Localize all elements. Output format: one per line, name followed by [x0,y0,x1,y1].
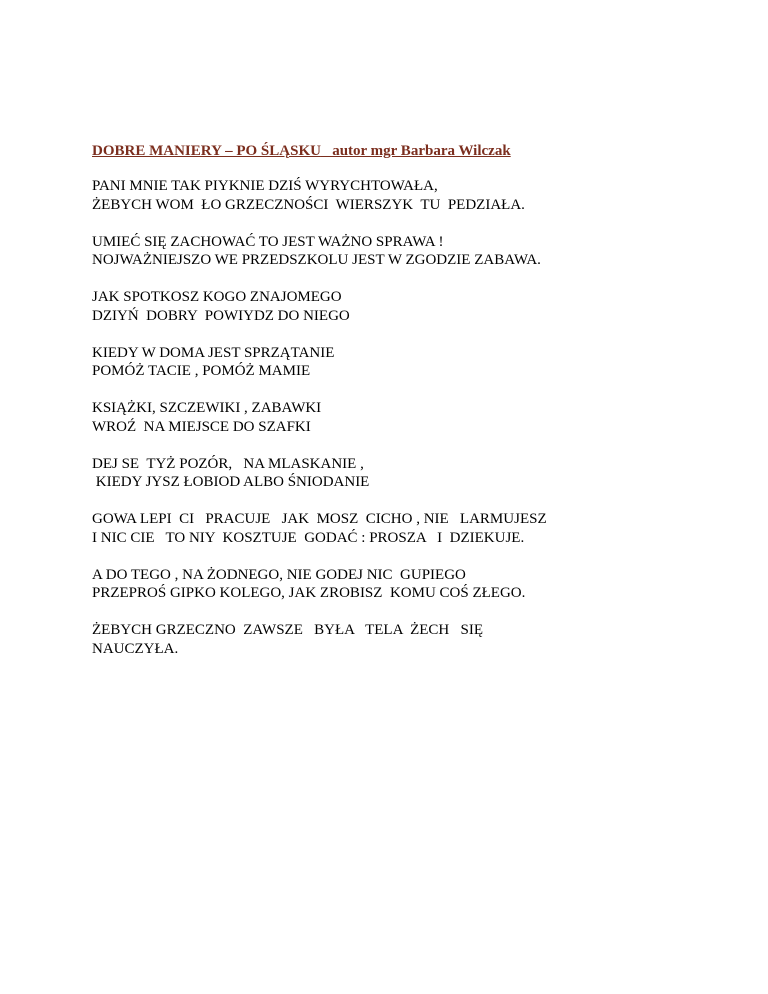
stanza [92,510,732,547]
poem-line: GOWA LEPI CI PRACUJE JAK MOSZ CICHO , NIE LARMUJESZ [92,511,547,527]
poem-line: DZIYŃ DOBRY POWIYDZ DO NIEGO [92,307,350,324]
poem-line: ŻEBYCH WOM ŁO GRZECZNOŚCI WIERSZYK TU PEDZIAŁA. [92,196,525,213]
title-author: autor mgr Barbara Wilczak [320,143,511,159]
poem-body [92,177,732,677]
poem-line: ŻEBYCH GRZECZNO ZAWSZE BYŁA TELA ŻECH SIĘ [92,622,484,638]
stanza [92,233,732,270]
stanza [92,288,732,325]
stanza [92,455,732,492]
poem-line: PRZEPROŚ GIPKO KOLEGO, JAK ZROBISZ KOMU COŚ ZŁEGO. [92,585,526,601]
stanza [92,344,732,381]
poem-line: A DO TEGO , NA ŻODNEGO, NIE GODEJ NIC GUPIEGO [92,566,466,583]
poem-line: KIEDY W DOMA JEST SPRZĄTANIE [92,344,335,361]
poem-line: NOJWAŻNIEJSZO WE PRZEDSZKOLU JEST W ZGODZIE ZABAWA. [92,252,541,268]
poem-line: I NIC CIE TO NIY KOSZTUJE GODAĆ : PROSZA I DZIEKUJE. [92,529,525,546]
stanza [92,566,732,603]
poem-line: JAK SPOTKOSZ KOGO ZNAJOMEGO [92,289,342,305]
poem-line: WROŹ NA MIEJSCE DO SZAFKI [92,418,311,435]
stanza [92,399,732,436]
poem-line: PANI MNIE TAK PIYKNIE DZIŚ WYRYCHTOWAŁA, [92,178,438,194]
title-main: DOBRE MANIERY – PO ŚLĄSKU [92,143,321,159]
document-title [92,142,511,160]
poem-line: KSIĄŻKI, SZCZEWIKI , ZABAWKI [92,400,322,416]
poem-line: KIEDY JYSZ ŁOBIOD ALBO ŚNIODANIE [92,474,370,490]
poem-line: UMIEĆ SIĘ ZACHOWAĆ TO JEST WAŻNO SPRAWA ! [92,233,444,250]
stanza [92,621,732,658]
poem-line: NAUCZYŁA. [92,640,179,657]
poem-line: DEJ SE TYŻ POZÓR, NA MLASKANIE , [92,455,364,472]
poem-line: POMÓŻ TACIE , POMÓŻ MAMIE [92,363,311,379]
stanza [92,177,732,214]
